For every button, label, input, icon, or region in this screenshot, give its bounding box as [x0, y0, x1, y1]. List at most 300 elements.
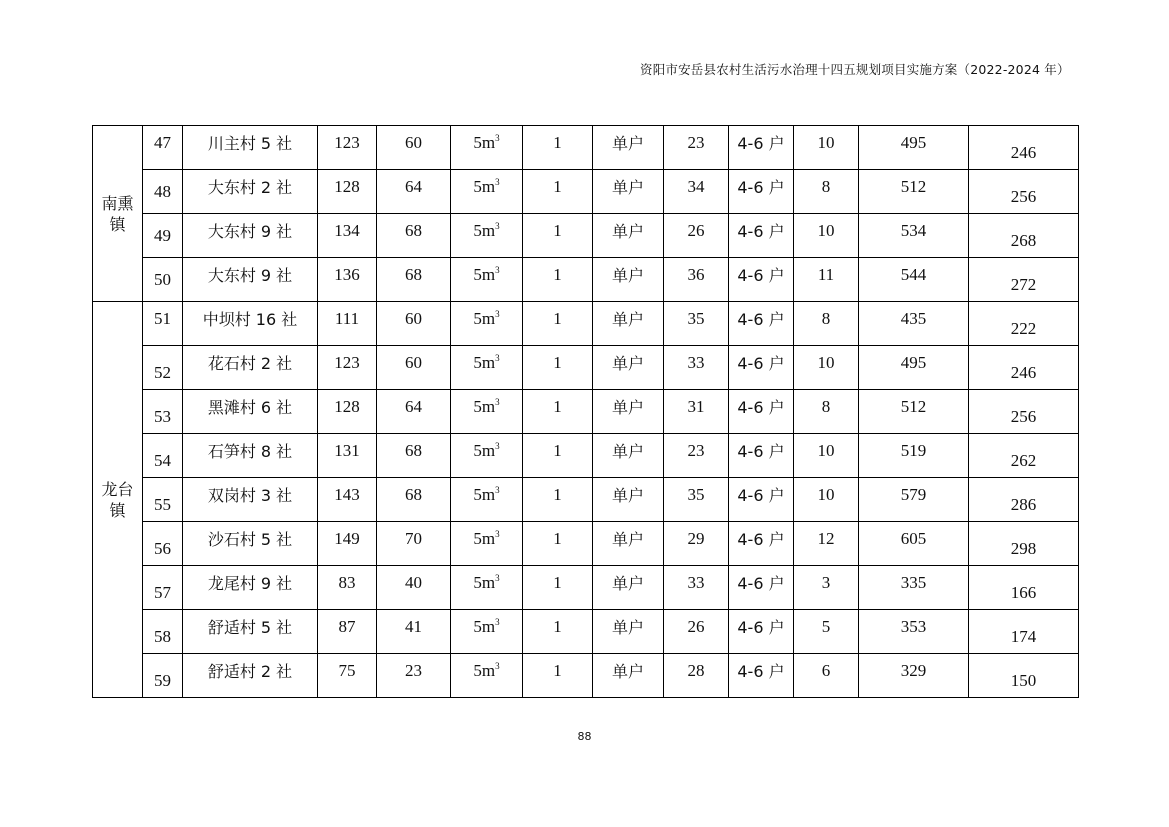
village-name-text: 黑滩村 6 社	[207, 398, 293, 417]
value-text: 60	[405, 308, 422, 328]
value-cell	[523, 566, 593, 610]
treatment-type-cell	[593, 566, 664, 610]
value-text: 68	[405, 440, 422, 460]
value-text: 246	[1010, 142, 1037, 162]
value-text: 605	[900, 528, 927, 548]
village-name-cell	[183, 126, 318, 170]
value-text: 128	[334, 396, 360, 416]
row-number-text: 57	[154, 582, 171, 602]
value-cell	[794, 478, 859, 522]
value-text: 41	[405, 616, 422, 636]
household-range-cell	[729, 302, 794, 346]
table-row	[93, 214, 1079, 258]
value-text: 256	[1010, 186, 1037, 206]
treatment-type-cell	[593, 214, 664, 258]
capacity-value	[451, 661, 522, 681]
value-text: 256	[1010, 406, 1037, 426]
value-cell	[377, 610, 451, 654]
value-text: 26	[687, 616, 705, 636]
town-name-cell	[93, 302, 143, 698]
village-name-cell	[183, 522, 318, 566]
value-text: 10	[817, 132, 835, 152]
treatment-type-text: 单户	[611, 618, 644, 637]
value-text: 353	[900, 616, 927, 636]
value-text: 23	[687, 132, 705, 152]
capacity-text: 5m	[473, 308, 496, 328]
value-text: 64	[405, 396, 422, 416]
value-cell	[523, 478, 593, 522]
treatment-type-cell	[593, 522, 664, 566]
value-cell	[664, 126, 729, 170]
value-cell	[859, 258, 969, 302]
table-row	[93, 390, 1079, 434]
value-cell	[318, 434, 377, 478]
value-text: 272	[1010, 274, 1037, 294]
town-name-line: 镇	[109, 214, 126, 234]
value-text: 1	[553, 264, 562, 284]
village-name-text: 大东村 2 社	[207, 178, 293, 197]
table-row	[93, 478, 1079, 522]
value-text: 1	[553, 616, 562, 636]
capacity-cell	[451, 522, 523, 566]
table-row	[93, 346, 1079, 390]
treatment-type-text: 单户	[611, 574, 644, 593]
value-cell	[664, 390, 729, 434]
value-text: 262	[1010, 450, 1037, 470]
value-cell	[377, 566, 451, 610]
value-text: 10	[817, 220, 835, 240]
capacity-exponent: 3	[495, 220, 500, 231]
value-text: 136	[334, 264, 360, 284]
value-cell	[859, 654, 969, 698]
capacity-cell	[451, 258, 523, 302]
value-cell	[859, 170, 969, 214]
capacity-value	[451, 309, 522, 329]
value-cell	[664, 610, 729, 654]
value-text: 143	[334, 484, 360, 504]
value-text: 123	[334, 352, 360, 372]
value-cell	[664, 170, 729, 214]
table-row	[93, 126, 1079, 170]
value-text: 87	[338, 616, 356, 636]
value-cell	[377, 170, 451, 214]
row-number-cell	[143, 346, 183, 390]
village-name-cell	[183, 214, 318, 258]
value-text: 3	[821, 572, 831, 592]
village-name-cell	[183, 434, 318, 478]
treatment-type-cell	[593, 434, 664, 478]
treatment-type-text: 单户	[611, 662, 644, 681]
table-row	[93, 566, 1079, 610]
household-range-cell	[729, 478, 794, 522]
value-text: 6	[821, 660, 831, 680]
village-name-cell	[183, 346, 318, 390]
treatment-type-cell	[593, 170, 664, 214]
row-number-cell	[143, 126, 183, 170]
household-range-cell	[729, 214, 794, 258]
capacity-cell	[451, 126, 523, 170]
value-cell	[859, 302, 969, 346]
household-range-text: 4-6 户	[737, 310, 785, 329]
value-cell	[664, 346, 729, 390]
value-cell	[859, 214, 969, 258]
capacity-value	[451, 529, 522, 549]
village-name-text: 大东村 9 社	[207, 266, 293, 285]
value-text: 68	[405, 484, 422, 504]
value-text: 335	[900, 572, 927, 592]
value-text: 1	[553, 396, 562, 416]
value-text: 11	[817, 264, 835, 284]
household-range-text: 4-6 户	[737, 442, 785, 461]
value-cell	[664, 214, 729, 258]
value-text: 33	[687, 352, 705, 372]
value-text: 150	[1010, 670, 1037, 690]
village-name-text: 中坝村 16 社	[202, 310, 298, 329]
row-number-cell	[143, 258, 183, 302]
row-number-text: 59	[154, 670, 171, 690]
value-cell	[794, 654, 859, 698]
table-row	[93, 610, 1079, 654]
treatment-type-text: 单户	[611, 222, 644, 241]
capacity-text: 5m	[473, 396, 496, 416]
capacity-exponent: 3	[495, 396, 500, 407]
value-cell	[664, 434, 729, 478]
value-text: 1	[553, 572, 562, 592]
table-row	[93, 170, 1079, 214]
page-header-title: 资阳市安岳县农村生活污水治理十四五规划项目实施方案（2022-2024 年）	[640, 62, 1070, 77]
value-cell	[377, 390, 451, 434]
value-cell	[318, 302, 377, 346]
value-text: 123	[334, 132, 360, 152]
town-name-line: 镇	[109, 500, 126, 520]
row-number-text: 50	[154, 269, 171, 289]
value-cell	[859, 566, 969, 610]
value-cell	[318, 654, 377, 698]
value-cell	[377, 522, 451, 566]
value-text: 329	[900, 660, 927, 680]
capacity-cell	[451, 478, 523, 522]
value-cell	[859, 434, 969, 478]
value-text: 246	[1010, 362, 1037, 382]
household-range-cell	[729, 434, 794, 478]
value-cell	[969, 522, 1079, 566]
capacity-text: 5m	[473, 484, 496, 504]
treatment-type-cell	[593, 654, 664, 698]
capacity-cell	[451, 654, 523, 698]
capacity-cell	[451, 390, 523, 434]
household-range-text: 4-6 户	[737, 662, 785, 681]
household-range-text: 4-6 户	[737, 618, 785, 637]
value-text: 10	[817, 352, 835, 372]
value-cell	[377, 126, 451, 170]
treatment-type-text: 单户	[611, 134, 644, 153]
value-text: 35	[687, 484, 705, 504]
value-text: 149	[334, 528, 360, 548]
value-cell	[318, 258, 377, 302]
value-cell	[859, 478, 969, 522]
value-text: 1	[553, 132, 562, 152]
value-text: 23	[687, 440, 705, 460]
treatment-type-cell	[593, 346, 664, 390]
capacity-cell	[451, 346, 523, 390]
value-cell	[318, 610, 377, 654]
value-cell	[664, 566, 729, 610]
row-number-cell	[143, 566, 183, 610]
value-cell	[969, 170, 1079, 214]
treatment-type-text: 单户	[611, 398, 644, 417]
value-text: 298	[1010, 538, 1037, 558]
capacity-exponent: 3	[495, 528, 500, 539]
value-cell	[318, 566, 377, 610]
value-text: 512	[900, 176, 927, 196]
value-cell	[523, 126, 593, 170]
value-cell	[318, 390, 377, 434]
treatment-type-cell	[593, 258, 664, 302]
value-cell	[859, 522, 969, 566]
capacity-cell	[451, 434, 523, 478]
treatment-type-cell	[593, 478, 664, 522]
row-number-cell	[143, 478, 183, 522]
value-text: 40	[405, 572, 422, 592]
row-number-text: 52	[154, 362, 171, 382]
value-cell	[318, 478, 377, 522]
value-cell	[859, 610, 969, 654]
value-cell	[794, 566, 859, 610]
treatment-type-cell	[593, 126, 664, 170]
value-cell	[318, 522, 377, 566]
village-name-text: 石笋村 8 社	[207, 442, 293, 461]
village-name-cell	[183, 170, 318, 214]
capacity-cell	[451, 214, 523, 258]
village-name-text: 沙石村 5 社	[207, 530, 293, 549]
household-range-cell	[729, 522, 794, 566]
value-cell	[969, 258, 1079, 302]
row-number-text: 51	[154, 308, 171, 328]
village-name-cell	[183, 566, 318, 610]
value-cell	[794, 434, 859, 478]
town-name-line: 龙台	[101, 479, 134, 499]
value-cell	[664, 302, 729, 346]
capacity-value	[451, 397, 522, 417]
village-name-text: 川主村 5 社	[207, 134, 293, 153]
household-range-cell	[729, 170, 794, 214]
value-cell	[969, 390, 1079, 434]
household-range-text: 4-6 户	[737, 178, 785, 197]
value-text: 29	[687, 528, 705, 548]
value-cell	[794, 346, 859, 390]
value-cell	[377, 346, 451, 390]
household-range-text: 4-6 户	[737, 398, 785, 417]
capacity-text: 5m	[473, 176, 496, 196]
value-cell	[969, 126, 1079, 170]
value-text: 1	[553, 528, 562, 548]
value-cell	[523, 170, 593, 214]
row-number-cell	[143, 610, 183, 654]
value-text: 68	[405, 220, 422, 240]
village-name-text: 舒适村 2 社	[207, 662, 293, 681]
capacity-cell	[451, 170, 523, 214]
table-row	[93, 522, 1079, 566]
capacity-text: 5m	[473, 264, 496, 284]
row-number-text: 54	[154, 450, 171, 470]
value-cell	[969, 610, 1079, 654]
value-cell	[794, 302, 859, 346]
value-text: 36	[687, 264, 705, 284]
value-cell	[794, 214, 859, 258]
value-text: 579	[900, 484, 927, 504]
value-cell	[523, 654, 593, 698]
household-range-cell	[729, 654, 794, 698]
treatment-type-cell	[593, 390, 664, 434]
value-cell	[523, 390, 593, 434]
village-sewage-table	[92, 125, 1079, 698]
value-cell	[664, 258, 729, 302]
value-text: 1	[553, 220, 562, 240]
household-range-text: 4-6 户	[737, 574, 785, 593]
capacity-text: 5m	[473, 660, 496, 680]
capacity-exponent: 3	[495, 308, 500, 319]
treatment-type-text: 单户	[611, 486, 644, 505]
village-name-cell	[183, 390, 318, 434]
capacity-text: 5m	[473, 352, 496, 372]
capacity-text: 5m	[473, 528, 496, 548]
value-cell	[523, 258, 593, 302]
value-cell	[318, 170, 377, 214]
value-text: 1	[553, 484, 562, 504]
village-name-text: 双岗村 3 社	[207, 486, 293, 505]
capacity-exponent: 3	[495, 660, 500, 671]
value-text: 512	[900, 396, 927, 416]
row-number-cell	[143, 434, 183, 478]
village-name-text: 龙尾村 9 社	[207, 574, 293, 593]
capacity-exponent: 3	[495, 352, 500, 363]
village-name-cell	[183, 478, 318, 522]
value-cell	[969, 434, 1079, 478]
value-text: 60	[405, 132, 422, 152]
treatment-type-text: 单户	[611, 442, 644, 461]
value-cell	[523, 434, 593, 478]
capacity-value	[451, 441, 522, 461]
household-range-cell	[729, 258, 794, 302]
value-text: 495	[900, 352, 927, 372]
value-cell	[794, 522, 859, 566]
value-cell	[377, 654, 451, 698]
household-range-cell	[729, 346, 794, 390]
value-cell	[377, 434, 451, 478]
value-text: 519	[900, 440, 927, 460]
value-cell	[794, 390, 859, 434]
village-name-text: 舒适村 5 社	[207, 618, 293, 637]
value-cell	[859, 390, 969, 434]
value-cell	[318, 346, 377, 390]
value-cell	[377, 258, 451, 302]
value-cell	[523, 610, 593, 654]
value-text: 174	[1010, 626, 1037, 646]
value-cell	[377, 302, 451, 346]
value-cell	[523, 302, 593, 346]
value-text: 12	[817, 528, 835, 548]
row-number-text: 58	[154, 626, 171, 646]
town-name-cell	[93, 126, 143, 302]
household-range-text: 4-6 户	[737, 134, 785, 153]
household-range-cell	[729, 610, 794, 654]
treatment-type-text: 单户	[611, 178, 644, 197]
value-text: 64	[405, 176, 422, 196]
treatment-type-text: 单户	[611, 354, 644, 373]
capacity-text: 5m	[473, 220, 496, 240]
value-text: 68	[405, 264, 422, 284]
value-text: 534	[900, 220, 927, 240]
value-cell	[664, 478, 729, 522]
capacity-cell	[451, 566, 523, 610]
village-name-text: 大东村 9 社	[207, 222, 293, 241]
value-text: 1	[553, 660, 562, 680]
value-cell	[969, 346, 1079, 390]
row-number-cell	[143, 214, 183, 258]
household-range-text: 4-6 户	[737, 222, 785, 241]
value-text: 33	[687, 572, 705, 592]
value-text: 1	[553, 440, 562, 460]
value-text: 35	[687, 308, 705, 328]
treatment-type-text: 单户	[611, 530, 644, 549]
household-range-cell	[729, 390, 794, 434]
value-text: 1	[553, 176, 562, 196]
household-range-cell	[729, 566, 794, 610]
value-text: 268	[1010, 230, 1037, 250]
household-range-cell	[729, 126, 794, 170]
value-cell	[969, 214, 1079, 258]
table-body	[93, 126, 1079, 698]
table-row	[93, 258, 1079, 302]
capacity-cell	[451, 610, 523, 654]
row-number-text: 55	[154, 494, 171, 514]
row-number-cell	[143, 302, 183, 346]
value-cell	[969, 302, 1079, 346]
village-name-cell	[183, 302, 318, 346]
row-number-cell	[143, 654, 183, 698]
value-text: 31	[687, 396, 705, 416]
value-text: 544	[900, 264, 927, 284]
treatment-type-cell	[593, 302, 664, 346]
capacity-exponent: 3	[495, 572, 500, 583]
capacity-value	[451, 485, 522, 505]
capacity-value	[451, 353, 522, 373]
capacity-value	[451, 133, 522, 153]
value-text: 286	[1010, 494, 1037, 514]
value-cell	[664, 654, 729, 698]
village-name-cell	[183, 610, 318, 654]
value-text: 134	[334, 220, 360, 240]
value-cell	[377, 478, 451, 522]
capacity-text: 5m	[473, 572, 496, 592]
value-text: 166	[1010, 582, 1037, 602]
capacity-exponent: 3	[495, 264, 500, 275]
household-range-text: 4-6 户	[737, 530, 785, 549]
value-text: 131	[334, 440, 360, 460]
household-range-text: 4-6 户	[737, 354, 785, 373]
capacity-cell	[451, 302, 523, 346]
value-text: 495	[900, 132, 927, 152]
value-cell	[794, 258, 859, 302]
row-number-text: 47	[154, 132, 171, 152]
value-cell	[794, 610, 859, 654]
table-row	[93, 434, 1079, 478]
value-text: 75	[338, 660, 356, 680]
value-cell	[794, 126, 859, 170]
row-number-text: 53	[154, 406, 171, 426]
value-text: 34	[687, 176, 705, 196]
value-text: 128	[334, 176, 360, 196]
